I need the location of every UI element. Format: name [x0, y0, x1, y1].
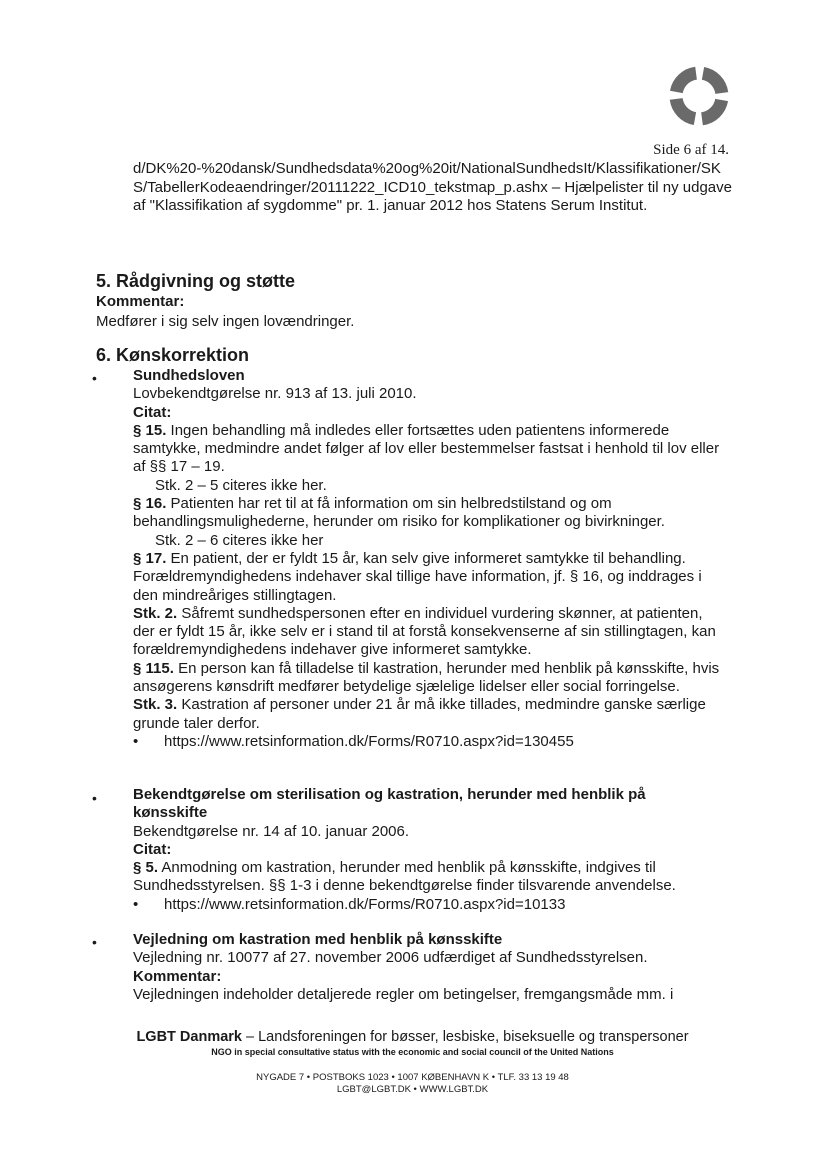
paragraph-17-stk-2: Stk. 2. Såfremt sundhedspersonen efter en individuel vurdering skønner, at patienten, der er fyldt 15 år, ikke selv er i stand til at forstå konsekvenserne af sin stillingtagen, kan forældremyndighedens indehaver give informeret samtykke.: [133, 604, 716, 659]
page-number: Side 6 af 14.: [653, 142, 729, 158]
item-line: Lovbekendtgørelse nr. 913 af 13. juli 2010.: [133, 385, 417, 403]
bekendtgorelse-block: [133, 786, 723, 914]
item-title: Vejledning om kastration med henblik på kønsskifte: [133, 931, 503, 948]
bullet-icon: •: [92, 934, 97, 950]
vejledning-block: [133, 931, 723, 1004]
bullet-icon: •: [133, 895, 139, 913]
footer-org-line: LGBT Danmark – Landsforeningen for bøsser, lesbiske, biseksuelle og transpersoner: [136, 1029, 689, 1045]
section-5-heading: 5. Rådgivning og støtte: [96, 271, 296, 291]
lgbt-logo-icon: [667, 64, 731, 128]
footer-ngo-line: NGO in special consultative status with the economic and social council of the United Nations: [211, 1047, 614, 1057]
retsinformation-link[interactable]: https://www.retsinformation.dk/Forms/R0710.aspx?id=130455: [164, 732, 574, 750]
footer-address: NYGADE 7 • POSTBOKS 1023 • 1007 KØBENHAVN K • TLF. 33 13 19 48: [256, 1072, 569, 1083]
item-title: Bekendtgørelse om sterilisation og kastration, herunder med henblik på kønsskifte: [133, 786, 646, 822]
bullet-icon: •: [92, 370, 97, 386]
comment-text: Vejledningen indeholder detaljerede regler om betingelser, fremgangsmåde mm. i: [133, 985, 674, 1003]
citat-label: Citat:: [133, 840, 172, 858]
bullet-icon: •: [133, 732, 139, 750]
stk-note: Stk. 2 – 6 citeres ikke her: [155, 531, 324, 549]
paragraph-5: § 5. Anmodning om kastration, herunder med henblik på kønsskifte, indgives til Sundhedsstyrelsen. §§ 1-3 i denne bekendtgørelse finder tilsvarende anvendelse.: [133, 859, 676, 895]
citat-label: Citat:: [133, 403, 172, 421]
section-6-heading: 6. Kønskorrektion: [96, 345, 250, 365]
section-5-comment-text: Medfører i sig selv ingen lovændringer.: [96, 313, 355, 330]
link-row: [133, 733, 723, 751]
bullet-icon: •: [92, 790, 97, 806]
paragraph-115: § 115. En person kan få tilladelse til kastration, herunder med henblik på kønsskifte, hvis ansøgerens kønsdrift medfører betydelige sjælelige lidelser eller social forringelse.: [133, 659, 720, 696]
continuation-text: d/DK%20-%20dansk/Sundhedsdata%20og%20it/NationalSundhedsIt/Klassifikationer/SKS/TabellerKodeaendringer/20111222_ICD10_tekstmap_p.ashx – Hjælpelister til ny udgave af "Klassifikation af sygdomme" pr. 1. januar 2012 hos Statens Serum Institut.: [133, 160, 732, 215]
comment-label: Kommentar:: [133, 967, 222, 985]
paragraph-115-stk-3: Stk. 3. Kastration af personer under 21 år må ikke tillades, medmindre ganske særlige grunde taler derfor.: [133, 696, 706, 732]
sundhedsloven-block: [133, 367, 723, 751]
item-line: Bekendtgørelse nr. 14 af 10. januar 2006.: [133, 822, 410, 840]
footer-contact: LGBT@LGBT.DK • WWW.LGBT.DK: [336, 1084, 489, 1095]
link-row: [133, 896, 723, 914]
paragraph-15: § 15. Ingen behandling må indledes eller fortsættes uden patientens informerede samtykke, medmindre andet følger af lov eller bestemmelser fastsat i henhold til lov eller af §§ 17 – 19.: [133, 421, 720, 476]
paragraph-17: § 17. En patient, der er fyldt 15 år, kan selv give informeret samtykke til behandling. Forældremyndighedens indehaver skal tillige have information, jf. § 16, og inddrages i den mindreåriges stillingtagen.: [133, 549, 702, 604]
paragraph-16: § 16. Patienten har ret til at få information om sin helbredstilstand og om behandlingsmulighederne, herunder om risiko for komplikationer og bivirkninger.: [133, 495, 665, 531]
item-title: Sundhedsloven: [133, 367, 245, 384]
section-5-comment-label: Kommentar:: [96, 293, 185, 310]
stk-note: Stk. 2 – 5 citeres ikke her.: [155, 476, 327, 494]
item-line: Vejledning nr. 10077 af 27. november 2006 udfærdiget af Sundhedsstyrelsen.: [133, 949, 648, 967]
retsinformation-link[interactable]: https://www.retsinformation.dk/Forms/R0710.aspx?id=10133: [164, 895, 566, 913]
